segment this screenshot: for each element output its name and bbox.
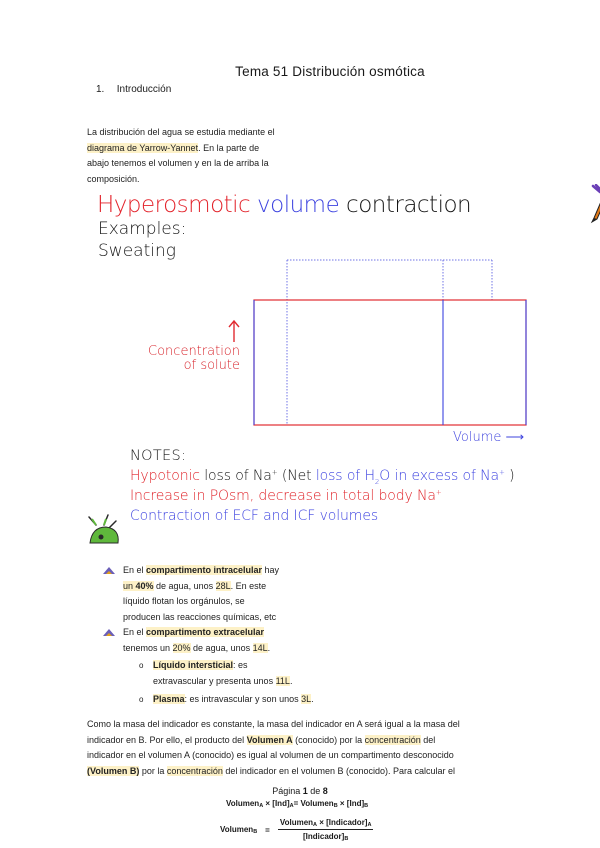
note-3: Contraction of ECF and ICF volumes	[130, 508, 379, 524]
intro-line: abajo tenemos el volumen y en la de arriba la	[87, 158, 269, 168]
text: × [Ind]	[337, 799, 365, 808]
dotted-outline	[287, 260, 492, 425]
current-page: 1	[302, 786, 308, 796]
figure-title-black: contraction	[346, 192, 472, 218]
example-item: Sweating	[98, 241, 176, 261]
text: (conocido) por la	[292, 734, 365, 745]
highlight: compartimento extracelular	[146, 627, 265, 637]
note-text: Increase in POsm, decrease in total body Na	[130, 488, 436, 504]
note-text: (Net	[277, 468, 316, 484]
note-text: Hypotonic	[130, 468, 200, 484]
sub-list-item	[103, 658, 363, 689]
text: Volumen	[279, 818, 314, 827]
figure-title-blue: volume	[257, 192, 340, 218]
highlight: compartimento intracelular	[146, 565, 263, 575]
closing-line	[87, 733, 507, 749]
note-2: Increase in POsm, decrease in total body Na+	[130, 488, 442, 504]
text: . En la parte de	[198, 142, 260, 153]
text: B	[344, 836, 349, 842]
text: .	[267, 642, 271, 653]
text: de	[310, 786, 321, 796]
text: A	[289, 803, 294, 809]
text: Volumen	[220, 825, 254, 834]
up-arrow-icon	[229, 321, 239, 342]
highlight: Líquido intersticial	[153, 660, 234, 670]
y-label-line: Concentration	[148, 344, 240, 359]
page-number	[0, 786, 600, 796]
text: producen las reacciones químicas, etc	[123, 611, 277, 622]
highlight: un	[123, 580, 136, 591]
notes-heading: NOTES:	[130, 448, 187, 464]
x-axis-label: Volume ⟶	[453, 430, 525, 445]
text: = Volumen	[293, 799, 334, 808]
closing-line: indicador en el volumen A (conocido) es igual al volumen de un compartimento desconocido	[87, 750, 454, 760]
note-text: loss of H	[315, 468, 375, 484]
total-pages: 8	[322, 786, 328, 796]
note-text: O in excess of Na	[379, 468, 500, 484]
text: B	[333, 803, 338, 809]
highlight: Volumen A	[246, 734, 293, 745]
text: por la	[139, 765, 167, 776]
text: [Indicador]	[302, 832, 345, 841]
text: de agua, unos	[190, 642, 253, 653]
sub-list-item	[103, 692, 363, 708]
text: indicador en B. Por ello, el producto del	[87, 734, 247, 745]
section-number: 1.	[96, 84, 105, 95]
highlight: Plasma	[153, 694, 185, 704]
note-text: loss of Na	[199, 468, 272, 484]
text: : es intravascular y son unos	[184, 694, 302, 704]
highlight: diagrama de Yarrow-Yannet	[87, 142, 199, 153]
closing-line	[87, 764, 507, 780]
text: de agua, unos	[153, 580, 216, 591]
bullet-icon	[103, 566, 115, 575]
text: . En este	[230, 580, 267, 591]
text: .	[311, 694, 314, 704]
highlight: concentración	[364, 734, 421, 745]
highlight: 40%	[135, 580, 154, 591]
text: hay	[262, 565, 280, 575]
text: Volumen	[226, 799, 260, 808]
text: B	[253, 829, 258, 835]
text: × [Ind]	[263, 799, 290, 808]
solid-outline	[254, 300, 526, 425]
formula-2	[220, 818, 373, 842]
highlight: 14L	[252, 642, 268, 653]
circle-bullet-icon: o	[139, 695, 144, 704]
note-1: Hypotonic loss of Na+ (Net loss of $H_2O$ in excess of Na+ )	[130, 468, 515, 486]
text: del indicador en el volumen B (conocido). Para calcular el	[222, 765, 456, 776]
text: =	[265, 825, 270, 835]
bullet-icon	[103, 628, 115, 637]
examples-label: Examples:	[98, 219, 187, 239]
highlight: 28L	[215, 580, 231, 591]
highlight: 11L	[275, 675, 290, 686]
section-title: Introducción	[116, 84, 172, 95]
fraction	[278, 818, 374, 842]
text: En el	[123, 565, 147, 575]
y-axis-label	[130, 345, 240, 373]
text: .	[289, 675, 293, 686]
figure-title-red: Hyperosmotic	[97, 192, 251, 218]
closing-paragraph	[87, 717, 507, 779]
highlight: 3L	[301, 694, 312, 704]
highlight: 20%	[172, 642, 191, 653]
highlight: (Volumen B)	[87, 765, 140, 776]
cell-illustration-icon	[86, 513, 126, 549]
compartments-list	[103, 563, 363, 708]
text: En el	[123, 627, 147, 637]
intro-line: La distribución del agua se estudia mediante el	[87, 127, 275, 137]
list-item	[103, 563, 363, 625]
text: A	[313, 822, 318, 828]
text: tenemos un	[123, 642, 173, 653]
circle-bullet-icon: o	[139, 661, 144, 670]
document-title: Tema 51 Distribución osmótica	[235, 64, 425, 79]
y-label-line: of solute	[183, 358, 240, 373]
text: del	[420, 734, 436, 745]
formula-1	[226, 799, 368, 809]
text: líquido flotan los orgánulos, se	[123, 596, 245, 606]
text: : es	[233, 660, 248, 670]
highlight: concentración	[166, 765, 223, 776]
list-item	[103, 625, 363, 656]
text: A	[367, 822, 372, 828]
note-text: )	[504, 468, 515, 484]
text: B	[364, 803, 369, 809]
text: Página	[272, 786, 301, 796]
intro-line: composición.	[87, 173, 140, 184]
closing-line: Como la masa del indicador es constante, la masa del indicador en A será igual a la masa del	[87, 719, 460, 729]
text: extravascular y presenta unos	[153, 675, 276, 686]
text: A	[259, 803, 264, 809]
text: × [Indicador]	[317, 818, 368, 827]
